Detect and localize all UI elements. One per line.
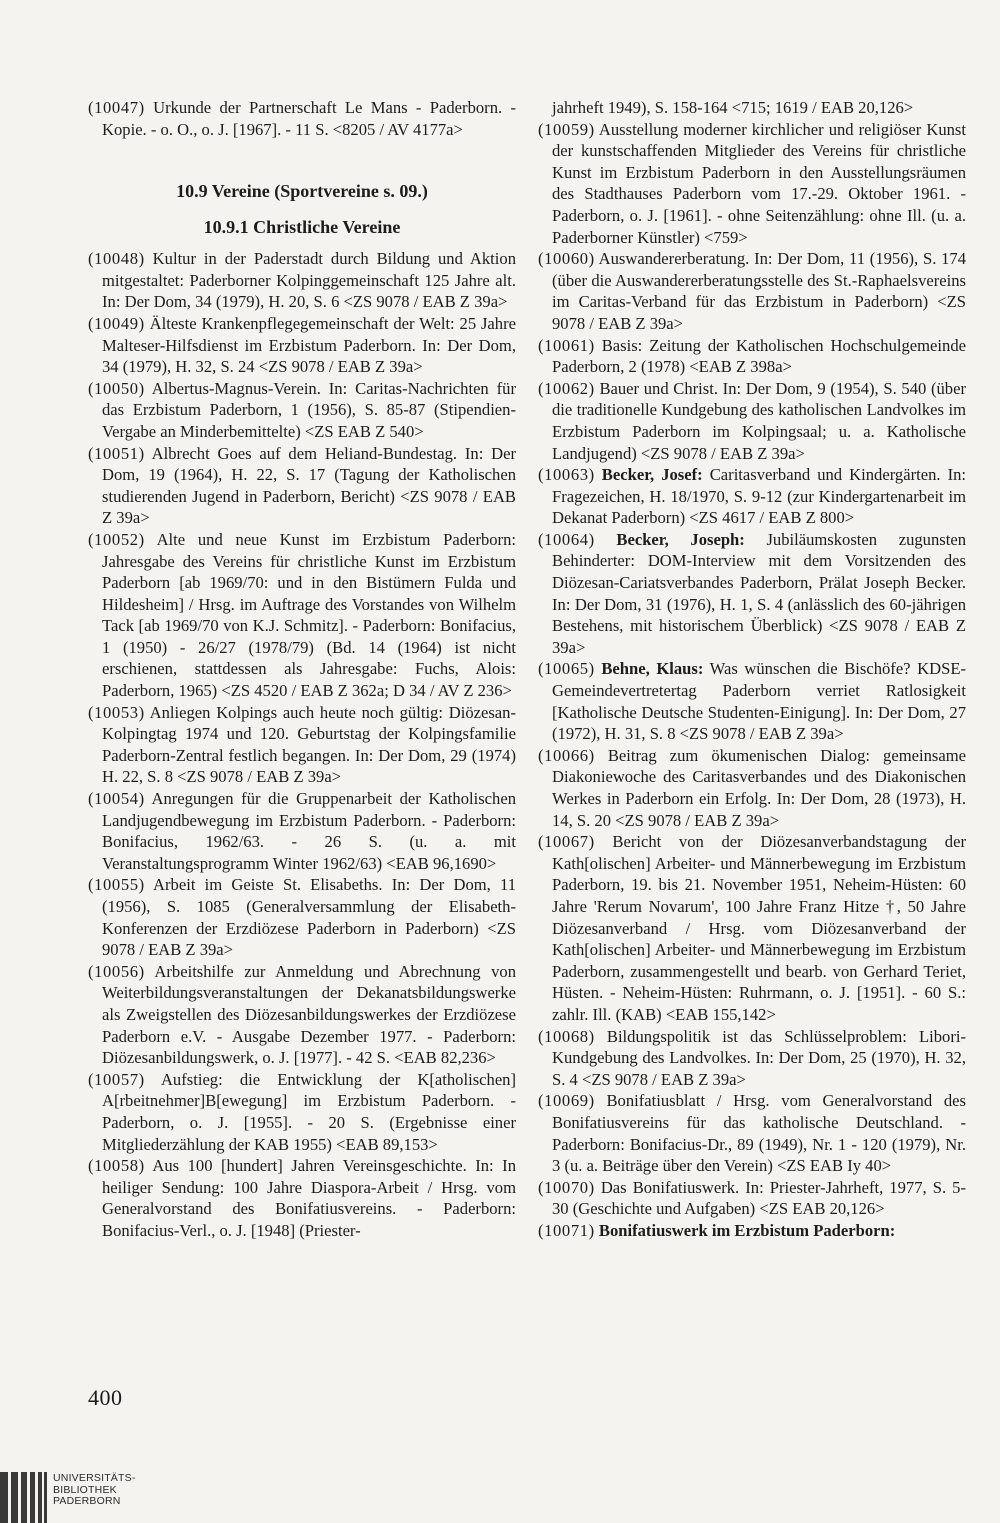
entry-continuation (538, 97, 966, 119)
entry-author: Becker, Joseph: (616, 529, 745, 549)
entry-number: (10048) (88, 249, 145, 269)
library-logo (0, 1472, 200, 1523)
entry-text: Ausstellung moderner kirchlicher und religiöser Kunst der kunstschaffenden Mitglieder des Vereins für christliche Kunst im Erzbistum Paderborn in den Ausstellungsräumen des Stadthauses Paderborn vom 17.-29. Oktober 1961. - Paderborn, o. J. [1961]. - ohne Seitenzählung: ohne Ill. (u. a. Paderborner Künstler) <759> (552, 119, 966, 247)
entry-10068 (538, 1026, 966, 1091)
entry-10070 (538, 1177, 966, 1220)
entry-text: Bonifatiusblatt / Hrsg. vom Generalvorstand des Bonifatiusvereins für das katholische Deutschland. - Paderborn: Bonifacius-Dr., 89 (1949), Nr. 1 - 120 (1979), Nr. 3 (u. a. Beiträge über den Verein) <ZS EAB Iy 40> (552, 1091, 966, 1176)
entry-10064 (538, 529, 966, 659)
entry-text: jahrheft 1949), S. 158-164 <715; 1619 / EAB 20,126> (552, 98, 914, 117)
entry-number: (10066) (538, 745, 595, 765)
entry-number: (10060) (538, 249, 595, 269)
entry-text: Albertus-Magnus-Verein. In: Caritas-Nachrichten für das Erzbistum Paderborn, 1 (1956), S. 85-87 (Stipendien-Vergabe an Minderbemittelte) <ZS EAB Z 540> (102, 378, 516, 441)
entry-text: Bauer und Christ. In: Der Dom, 9 (1954), S. 540 (über die traditionelle Kundgebung des katholischen Landvolkes im Erzbistum Paderborn im Kolpingsaal; u. a. Katholische Landjugend) <ZS 9078 / EAB Z 39a> (552, 378, 966, 463)
logo-line: BIBLIOTHEK (53, 1483, 117, 1496)
entry-text: Kultur in der Paderstadt durch Bildung und Aktion mitgestaltet: Paderborner Kolpinggemeinschaft 125 Jahre alt. In: Der Dom, 34 (1979), H. 20, S. 6 <ZS 9078 / EAB Z 39a> (102, 249, 516, 312)
entry-text: Anregungen für die Gruppenarbeit der Katholischen Landjugendbewegung im Erzbistum Paderborn. - Paderborn: Bonifacius, 1962/63. - 26 S. (u. a. mit Veranstaltungsprogramm Winter 1962/63) <EAB 96,1690> (102, 789, 517, 873)
entry-10071 (538, 1220, 966, 1242)
entry-number: (10062) (538, 378, 595, 398)
entry-number: (10061) (538, 335, 595, 355)
entry-text: Alte und neue Kunst im Erzbistum Paderborn: Jahresgabe des Vereins für christliche Kunst im Erzbistum Paderborn [ab 1969/70: und in den Bistümern Fulda und Hildesheim] / Hrsg. im Auftrage des Vorstandes von Wilhelm Tack [ab 1969/70 von K.J. Schmitz]. - Paderborn: Bonifacius, 1 (1950) - 26/27 (1978/79) (Bd. 14 (1964) ist nicht erschienen, stattdessen als Jahresgabe: Fuchs, Alois: Paderborn, 1965) <ZS 4520 / EAB Z 362a; D 34 / AV Z 236> (102, 529, 516, 701)
entry-number: (10057) (88, 1069, 145, 1089)
entry-number: (10068) (538, 1026, 595, 1046)
entry-text: Arbeit im Geiste St. Elisabeths. In: Der Dom, 11 (1956), S. 1085 (Generalversammlung der Elisabeth-Konferenzen der Erzdiözese Paderborn in Paderborn) <ZS 9078 / EAB Z 39a> (102, 875, 516, 960)
entry-text: Bericht von der Diözesanverbandstagung der Kath[olischen] Arbeiter- und Männerbewegung im Erzbistum Paderborn, 19. bis 21. November 1951, Neheim-Hüsten: 60 Jahre 'Rerum Novarum', 100 Jahre Franz Hitze †, 50 Jahre Diözesanverband / Hrsg. vom Diözesanverband der Kath[olischen] Arbeiter- und Männerbewegung im Erzbistum Paderborn, zusammengestellt und bearb. von Gerhard Teriet, Hüsten. - Neheim-Hüsten: Ruhrmann, o. J. [1951]. - 60 S.: zahlr. Ill. (KAB) <EAB 155,142> (552, 832, 966, 1024)
entry-10055 (88, 874, 516, 960)
entry-10051 (88, 443, 516, 529)
entry-number: (10069) (538, 1091, 595, 1111)
entry-number: (10071) (538, 1220, 595, 1240)
entry-text: Urkunde der Partnerschaft Le Mans - Paderborn. - Kopie. - o. O., o. J. [1967]. - 11 S. <8205 / AV 4177a> (102, 98, 516, 139)
entry-text: Bildungspolitik ist das Schlüsselproblem: Libori-Kundgebung des Landvolkes. In: Der Dom, 25 (1970), H. 32, S. 4 <ZS 9078 / EAB Z 39a> (552, 1026, 966, 1089)
entry-10053 (88, 702, 516, 788)
entry-10061 (538, 335, 966, 378)
entry-number: (10051) (88, 443, 145, 463)
entry-10066 (538, 745, 966, 831)
entry-number: (10052) (88, 529, 145, 549)
entry-number: (10059) (538, 119, 595, 139)
entry-text: Basis: Zeitung der Katholischen Hochschulgemeinde Paderborn, 2 (1978) <EAB Z 398a> (552, 335, 966, 377)
entry-10069 (538, 1090, 966, 1176)
entry-10056 (88, 961, 516, 1069)
entry-text: Jubiläumskosten zugunsten Behinderter: DOM-Interview mit dem Vorsitzenden des Diözesan-Cariatsverbandes Paderborn, Prälat Joseph Becker. In: Der Dom, 31 (1976), H. 1, S. 4 (anlässlich des 60-jährigen Bestehens, mit historischem Überblick) <ZS 9078 / EAB Z 39a> (552, 529, 966, 657)
entry-number: (10070) (538, 1177, 595, 1197)
entry-number: (10058) (88, 1156, 145, 1176)
entry-10050 (88, 378, 516, 443)
entry-10062 (538, 378, 966, 464)
entry-10052 (88, 529, 516, 702)
subsection-heading: 10.9.1 Christliche Vereine (203, 217, 401, 238)
entry-10060 (538, 248, 966, 334)
entry-text: Was wünschen die Bischöfe? KDSE-Gemeindevertretertag Paderborn verriet Ratlosigkeit [Katholische Deutsche Studenten-Einigung]. In: Der Dom, 27 (1972), H. 31, S. 8 <ZS 9078 / EAB Z 39a> (552, 659, 966, 744)
entry-number: (10056) (88, 961, 145, 981)
entry-text: Albrecht Goes auf dem Heliand-Bundestag. In: Der Dom, 19 (1964), H. 22, S. 17 (Tagung der Katholischen studierenden Jugend in Paderborn, Bericht) <ZS 9078 / EAB Z 39a> (102, 443, 517, 528)
page-number: 400 (88, 1385, 123, 1410)
right-column (538, 97, 966, 1241)
entry-number: (10065) (538, 659, 595, 679)
entry-number: (10050) (88, 378, 145, 398)
entry-number: (10049) (88, 313, 145, 333)
section-heading: 10.9 Vereine (Sportvereine s. 09.) (176, 181, 428, 202)
entry-text: Auswandererberatung. In: Der Dom, 11 (1956), S. 174 (über die Auswandererberatungsstelle des St.-Raphaelsvereins im Caritas-Verband für das Erzbistum in Paderborn) <ZS 9078 / EAB Z 39a> (552, 249, 967, 333)
entry-text: Aufstieg: die Entwicklung der K[atholischen] A[rbeitnehmer]B[ewegung] im Erzbistum Paderborn. - Paderborn, o. J. [1955]. - 20 S. (Ergebnisse einer Mitgliederzählung der KAB 1955) <EAB 89,153> (102, 1069, 517, 1154)
entry-number: (10054) (88, 789, 145, 809)
entry-text: Beitrag zum ökumenischen Dialog: gemeinsame Diakoniewoche des Caritasverbandes und des Diakonischen Werkes in Paderborn ein Erfolg. In: Der Dom, 28 (1973), H. 14, S. 20 <ZS 9078 / EAB Z 39a> (552, 745, 966, 830)
entry-text: Arbeitshilfe zur Anmeldung und Abrechnung von Weiterbildungsveranstaltungen der Dekanatsbildungswerke als Zweigstellen des Diözesanbildungswerkes der Erzdiözese Paderborn e.V. - Ausgabe Dezember 1977. - Paderborn: Diözesanbildungswerk, o. J. [1977]. - 42 S. <EAB 82,236> (102, 961, 516, 1068)
logo-line: UNIVERSITÄTS- (53, 1472, 136, 1484)
entry-10048 (88, 248, 516, 313)
entry-author: Becker, Josef: (601, 465, 703, 485)
entry-number: (10063) (538, 465, 595, 485)
entry-10059 (538, 119, 966, 249)
entry-number: (10064) (538, 529, 595, 549)
entry-10049 (88, 313, 516, 378)
logo-line: PADERBORN (53, 1495, 121, 1507)
entry-text: Anliegen Kolpings auch heute noch gültig: Diözesan-Kolpingtag 1974 und 120. Geburtstag der Kolpingsfamilie Paderborn-Zentral festlich begangen. In: Der Dom, 29 (1974) H. 22, S. 8 <ZS 9078 / EAB Z 39a> (102, 702, 516, 787)
entry-10057 (88, 1069, 516, 1155)
entry-10067 (538, 831, 966, 1025)
entry-text: Aus 100 [hundert] Jahren Vereinsgeschichte. In: In heiliger Sendung: 100 Jahre Diaspora-Arbeit / Hrsg. vom Generalvorstand des Bonifatiusvereins. - Paderborn: Bonifacius-Verl., o. J. [1948] (Priester- (102, 1156, 517, 1240)
library-logo-text (53, 1473, 136, 1508)
library-logo-bars-icon (0, 1472, 48, 1523)
entry-number: (10055) (88, 875, 145, 895)
entry-number: (10047) (88, 98, 145, 117)
entry-number: (10067) (538, 832, 595, 852)
entry-10065 (538, 658, 966, 744)
entry-text: Das Bonifatiuswerk. In: Priester-Jahrheft, 1977, S. 5-30 (Geschichte und Aufgaben) <ZS EAB 20,126> (552, 1177, 966, 1219)
entry-author: Behne, Klaus: (601, 659, 704, 679)
entry-author: Bonifatiuswerk im Erzbistum Paderborn: (598, 1220, 896, 1240)
left-column (88, 97, 516, 1242)
entry-number: (10053) (88, 702, 145, 722)
entry-10054 (88, 788, 516, 874)
entry-text: Caritasverband und Kindergärten. In: Fragezeichen, H. 18/1970, S. 9-12 (zur Kindergartenarbeit im Dekanat Paderborn) <ZS 4617 / EAB Z 800> (552, 465, 967, 528)
entry-10047 (88, 97, 516, 140)
entry-10058 (88, 1155, 516, 1241)
entry-10063 (538, 464, 966, 529)
entry-text: Älteste Krankenpflegegemeinschaft der Welt: 25 Jahre Malteser-Hilfsdienst im Erzbistum Paderborn. In: Der Dom, 34 (1979), H. 32, S. 24 <ZS 9078 / EAB Z 39a> (102, 313, 516, 377)
